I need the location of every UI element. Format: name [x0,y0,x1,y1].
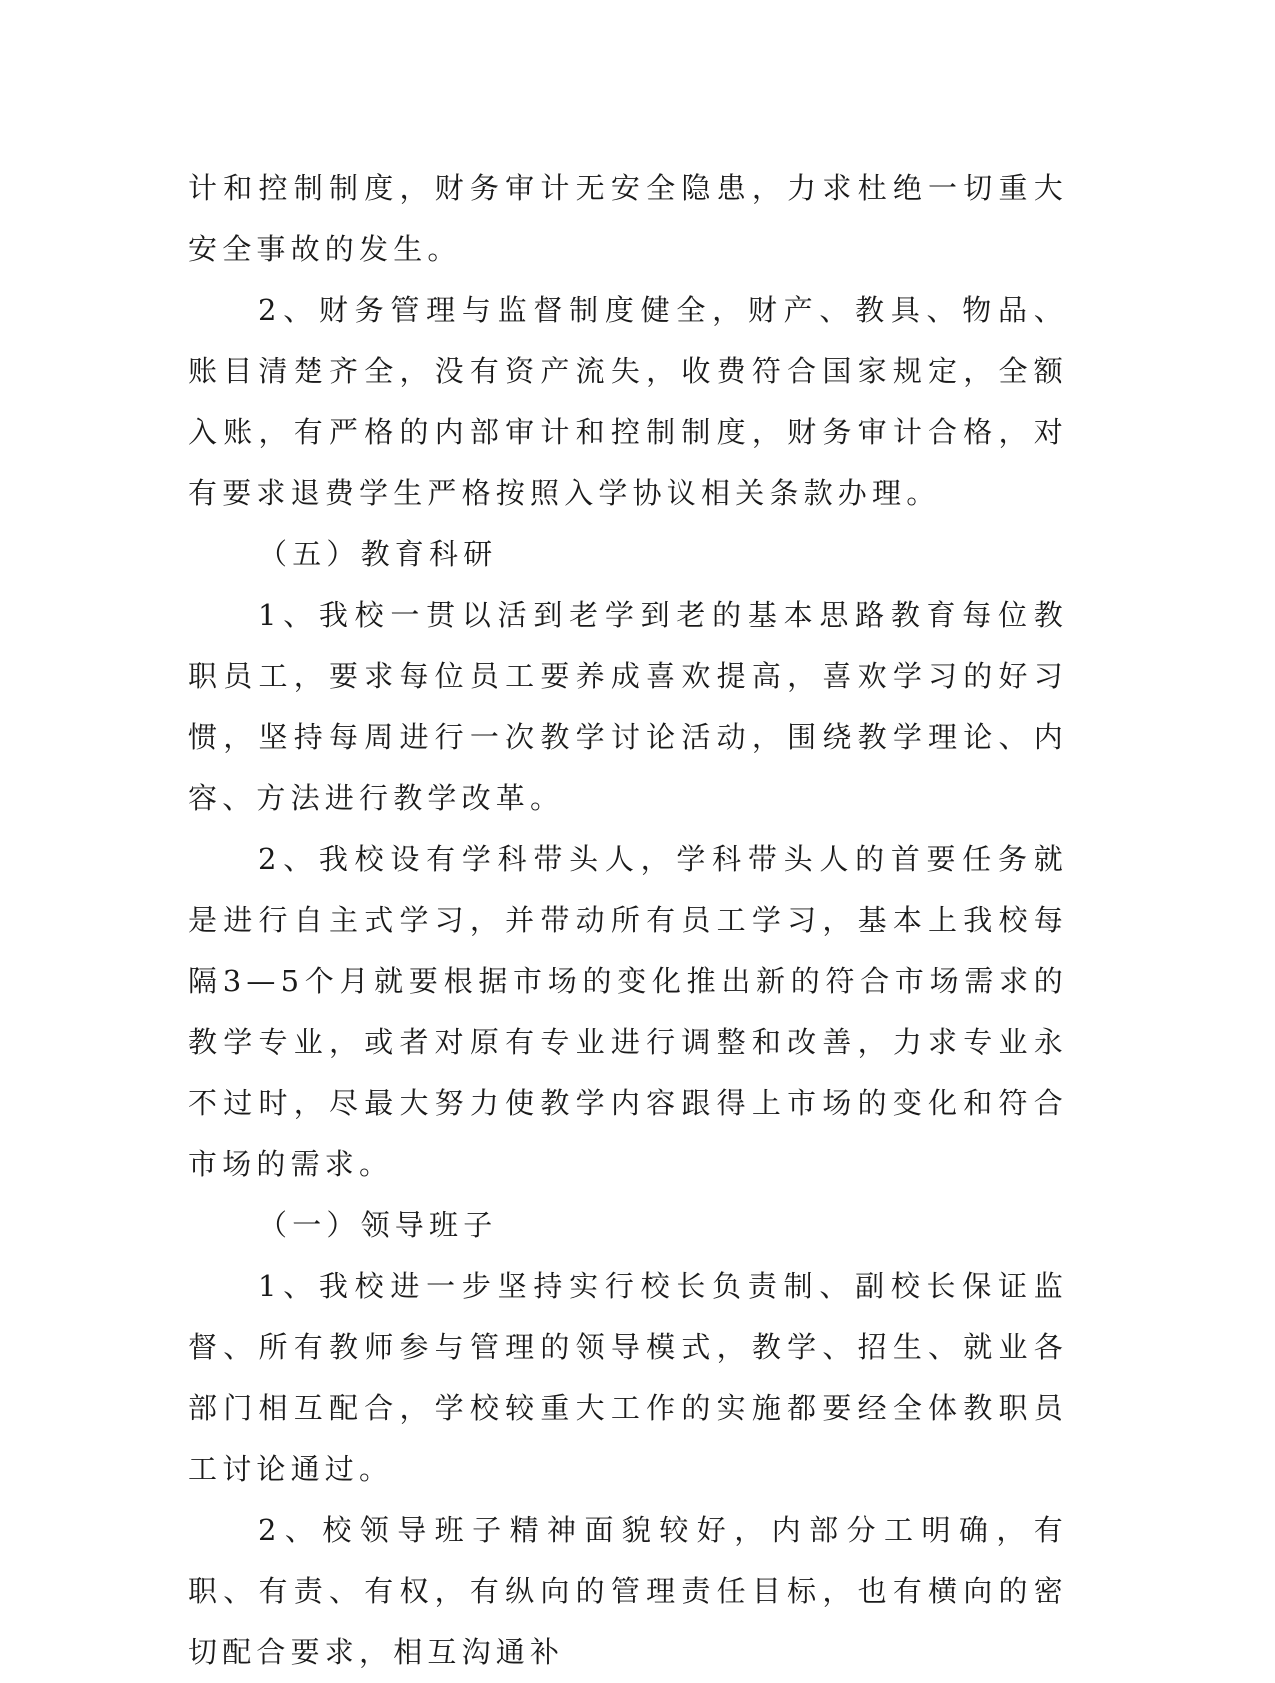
paragraph-finance-2: 2、财务管理与监督制度健全，财产、教具、物品、账目清楚齐全，没有资产流失，收费符合国家规定，全额入账，有严格的内部审计和控制制度，财务审计合格，对有要求退费学生严格按照入学协议相关条款办理。 [188,293,1068,510]
paragraph-leadership-2: 2、校领导班子精神面貌较好，内部分工明确，有职、有责、有权，有纵向的管理责任目标，也有横向的密切配合要求，相互沟通补 [188,1513,1068,1669]
paragraph-leadership-1: 1、我校进一步坚持实行校长负责制、副校长保证监督、所有教师参与管理的领导模式，教学、招生、就业各部门相互配合，学校较重大工作的实施都要经全体教职员工讨论通过。 [188,1269,1068,1486]
paragraph-research-1: 1、我校一贯以活到老学到老的基本思路教育每位教职员工，要求每位员工要养成喜欢提高，喜欢学习的好习惯，坚持每周进行一次教学讨论活动，围绕教学理论、内容、方法进行教学改革。 [188,598,1068,815]
section-heading-leadership: （一）领导班子 [258,1208,498,1242]
document-body [188,158,1068,1683]
section-heading-research: （五）教育科研 [258,537,498,571]
paragraph-continuation: 计和控制制度，财务审计无安全隐患，力求杜绝一切重大安全事故的发生。 [188,171,1068,266]
paragraph-research-2: 2、我校设有学科带头人，学科带头人的首要任务就是进行自主式学习，并带动所有员工学习，基本上我校每隔3—5个月就要根据市场的变化推出新的符合市场需求的教学专业，或者对原有专业进行调整和改善，力求专业永不过时，尽最大努力使教学内容跟得上市场的变化和符合市场的需求。 [188,842,1068,1181]
